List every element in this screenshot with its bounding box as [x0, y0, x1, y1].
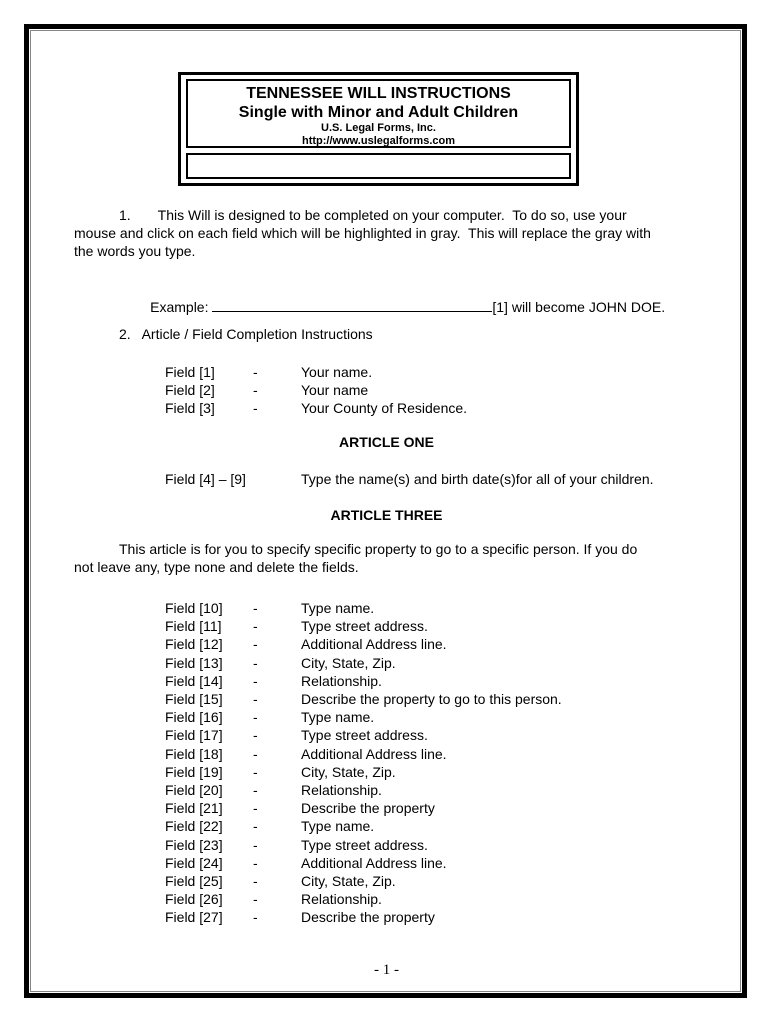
field-label: Field [13]	[165, 654, 223, 671]
field-row	[165, 763, 562, 781]
field-description: Additional Address line.	[301, 636, 447, 653]
field-row	[165, 836, 562, 854]
document-title-line1: TENNESSEE WILL INSTRUCTIONS	[246, 85, 511, 102]
company-website: http://www.uslegalforms.com	[302, 135, 455, 147]
field-range-row	[165, 470, 725, 488]
field-label: Field [24]	[165, 854, 223, 871]
field-label: Field [17]	[165, 727, 223, 744]
field-label: Field [23]	[165, 836, 223, 853]
field-dash: -	[253, 618, 258, 635]
field-row	[165, 654, 562, 672]
field-dash: -	[253, 600, 258, 616]
field-dash: -	[253, 691, 258, 708]
field-row	[165, 781, 562, 799]
field-row	[165, 854, 562, 872]
page-border	[24, 24, 747, 998]
example-suffix: [1] will become JOHN DOE.	[492, 299, 666, 315]
field-description: Additional Address line.	[301, 854, 447, 871]
article-one-heading: ARTICLE ONE	[339, 434, 434, 450]
field-label: Field [27]	[165, 909, 223, 926]
field-description: Additional Address line.	[301, 745, 447, 762]
field-description: Describe the property	[301, 909, 435, 926]
field-row	[165, 799, 562, 817]
field-description: Type name.	[301, 600, 375, 616]
paragraph-line: This article is for you to specify specific property to go to a specific person. If you do	[119, 541, 638, 557]
field-dash: -	[253, 873, 258, 890]
instruction-paragraph-1	[74, 206, 716, 261]
field-dash: -	[253, 763, 258, 780]
field-dash: -	[253, 836, 258, 853]
field-label: Field [19]	[165, 763, 223, 780]
field-row	[165, 381, 467, 399]
field-label: Field [2]	[165, 382, 215, 399]
paragraph-line: mouse and click on each field which will be highlighted in gray. This will replace the gray with	[74, 225, 651, 242]
field-description: City, State, Zip.	[301, 763, 396, 780]
field-dash: -	[253, 818, 258, 835]
field-label: Field [14]	[165, 672, 223, 689]
field-description: Relationship.	[301, 672, 382, 689]
field-label: Field [1]	[165, 364, 215, 380]
title-box-text-panel	[186, 79, 571, 148]
article-three-paragraph	[74, 540, 716, 576]
paragraph-line: 1. This Will is designed to be completed on your computer. To do so, use your	[119, 207, 627, 223]
field-label: Field [10]	[165, 600, 223, 616]
field-dash: -	[253, 636, 258, 653]
field-label: Field [11]	[165, 618, 222, 635]
field-label: Field [20]	[165, 782, 223, 799]
field-row	[165, 908, 562, 926]
field-label: Field [22]	[165, 818, 223, 835]
field-dash: -	[253, 800, 258, 817]
field-description: Type name.	[301, 709, 375, 726]
field-row	[165, 363, 467, 381]
document-content	[32, 32, 739, 990]
field-description: Relationship.	[301, 891, 382, 908]
field-description: City, State, Zip.	[301, 654, 396, 671]
field-range-label: Field [4] – [9]	[165, 471, 246, 487]
field-label: Field [18]	[165, 745, 223, 762]
field-description: Your name	[301, 382, 369, 399]
field-description: Type name.	[301, 818, 375, 835]
field-dash: -	[253, 382, 258, 399]
field-row	[165, 635, 562, 653]
field-row	[165, 617, 562, 635]
field-dash: -	[253, 709, 258, 726]
field-dash: -	[253, 891, 258, 908]
field-label: Field [16]	[165, 709, 223, 726]
field-label: Field [3]	[165, 400, 215, 417]
field-dash: -	[253, 854, 258, 871]
field-description: Your name.	[301, 364, 373, 380]
field-label: Field [25]	[165, 873, 223, 890]
field-description: Describe the property to go to this person.	[301, 691, 562, 708]
field-list-basic	[165, 363, 467, 418]
field-dash: -	[253, 654, 258, 671]
field-row	[165, 817, 562, 835]
field-dash: -	[253, 909, 258, 926]
field-dash: -	[253, 364, 258, 380]
document-title-line2: Single with Minor and Adult Children	[238, 104, 519, 121]
company-name: U.S. Legal Forms, Inc.	[321, 122, 436, 134]
field-label: Field [15]	[165, 691, 223, 708]
field-label: Field [26]	[165, 891, 223, 908]
field-dash: -	[253, 672, 258, 689]
page-inner-border	[30, 30, 741, 992]
paragraph-line: not leave any, type none and delete the fields.	[74, 559, 359, 576]
field-row	[165, 672, 562, 690]
field-description: Describe the property	[301, 800, 435, 817]
paragraph-line: the words you type.	[74, 243, 196, 260]
field-row	[165, 890, 562, 908]
field-description: Relationship.	[301, 782, 382, 799]
field-row	[165, 726, 562, 744]
field-list-article-three	[165, 599, 562, 927]
title-box-empty-strip	[186, 153, 571, 179]
field-row	[165, 708, 562, 726]
field-row	[165, 599, 562, 617]
field-row	[165, 690, 562, 708]
field-range-description: Type the name(s) and birth date(s)for all of your children.	[301, 471, 654, 487]
section-2-heading: 2. Article / Field Completion Instructions	[119, 326, 373, 342]
field-description: Your County of Residence.	[301, 400, 468, 417]
field-label: Field [12]	[165, 636, 223, 653]
field-dash: -	[253, 745, 258, 762]
example-blank-line	[212, 296, 492, 312]
field-description: Type street address.	[301, 727, 428, 744]
field-row	[165, 745, 562, 763]
page-number: - 1 -	[374, 962, 399, 978]
field-dash: -	[253, 400, 258, 417]
field-row	[165, 399, 467, 417]
field-dash: -	[253, 782, 258, 799]
field-description: Type street address.	[301, 836, 428, 853]
field-label: Field [21]	[165, 800, 223, 817]
field-description: Type street address.	[301, 618, 428, 635]
field-dash: -	[253, 727, 258, 744]
field-row	[165, 872, 562, 890]
example-prefix: Example:	[150, 299, 213, 315]
title-box	[178, 72, 579, 186]
article-three-heading: ARTICLE THREE	[330, 507, 443, 523]
field-description: City, State, Zip.	[301, 873, 396, 890]
